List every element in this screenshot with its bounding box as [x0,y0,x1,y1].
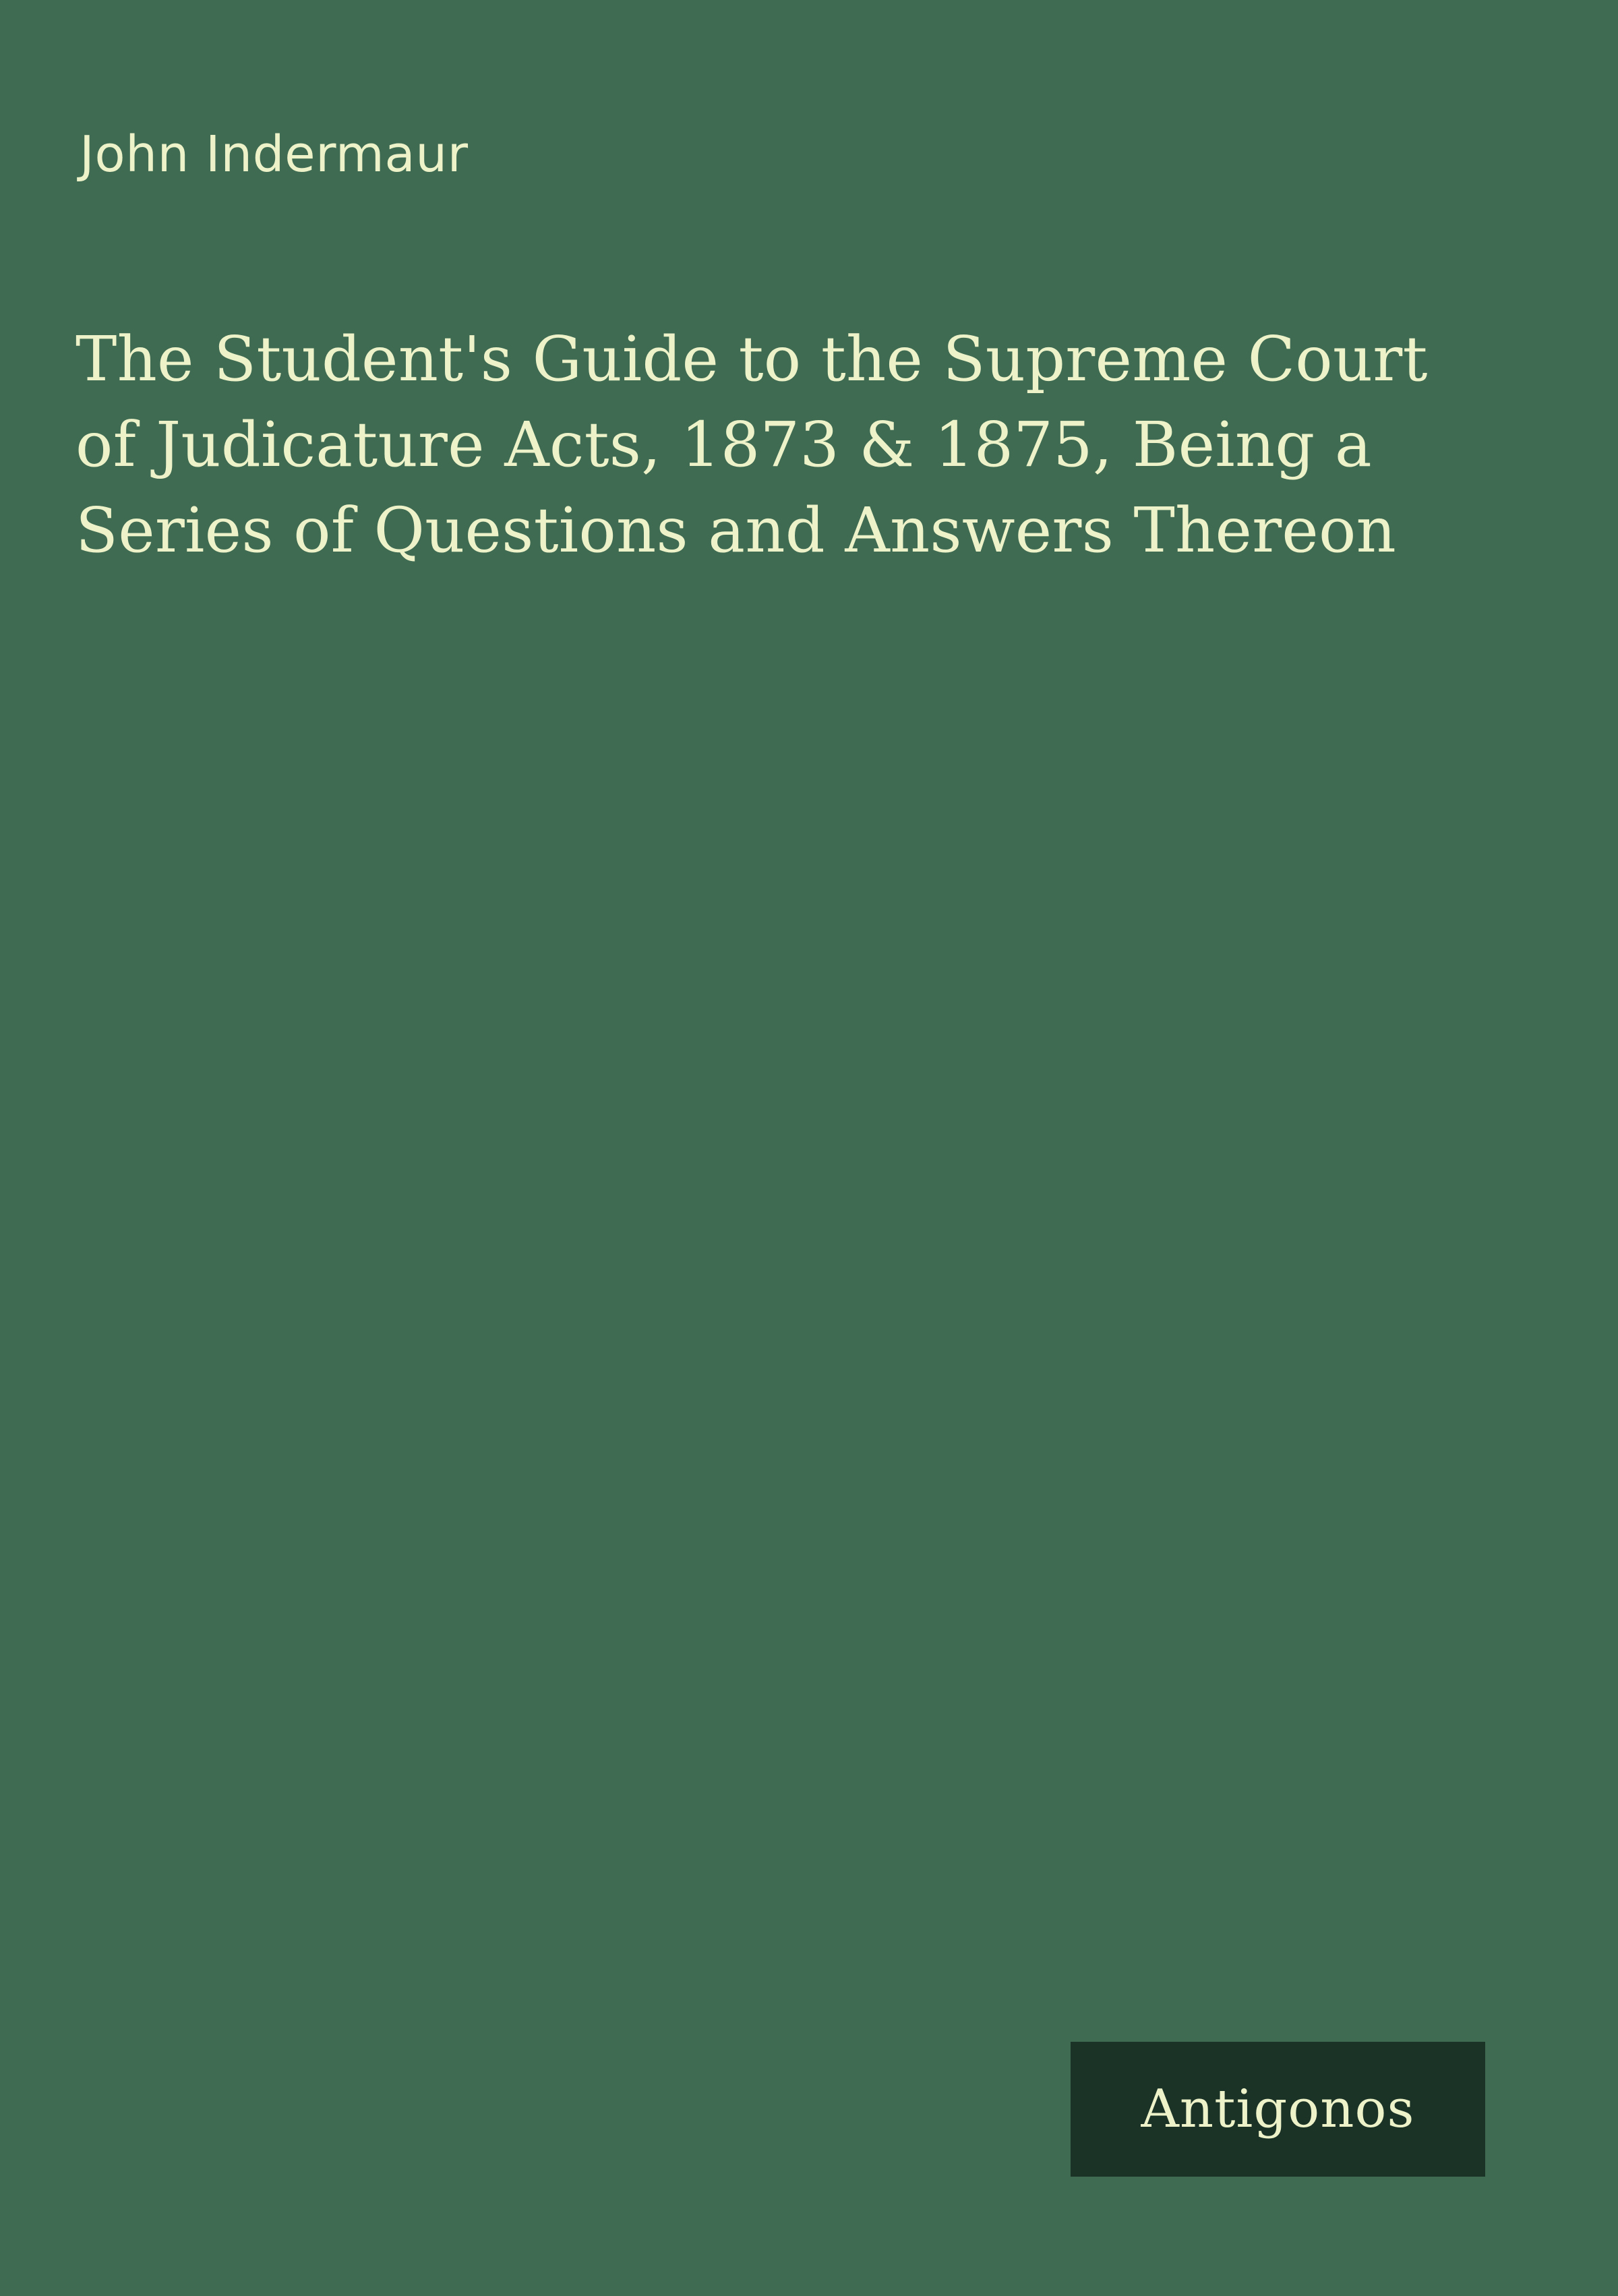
publisher-name: Antigonos [1141,2079,1415,2140]
author-name: John Indermaur [80,125,469,183]
book-title: The Student's Guide to the Supreme Court of Judicature Acts, 1873 & 1875, Being a Series of Questions and Answers Thereon [76,323,1428,566]
publisher-badge [1071,2042,1485,2177]
